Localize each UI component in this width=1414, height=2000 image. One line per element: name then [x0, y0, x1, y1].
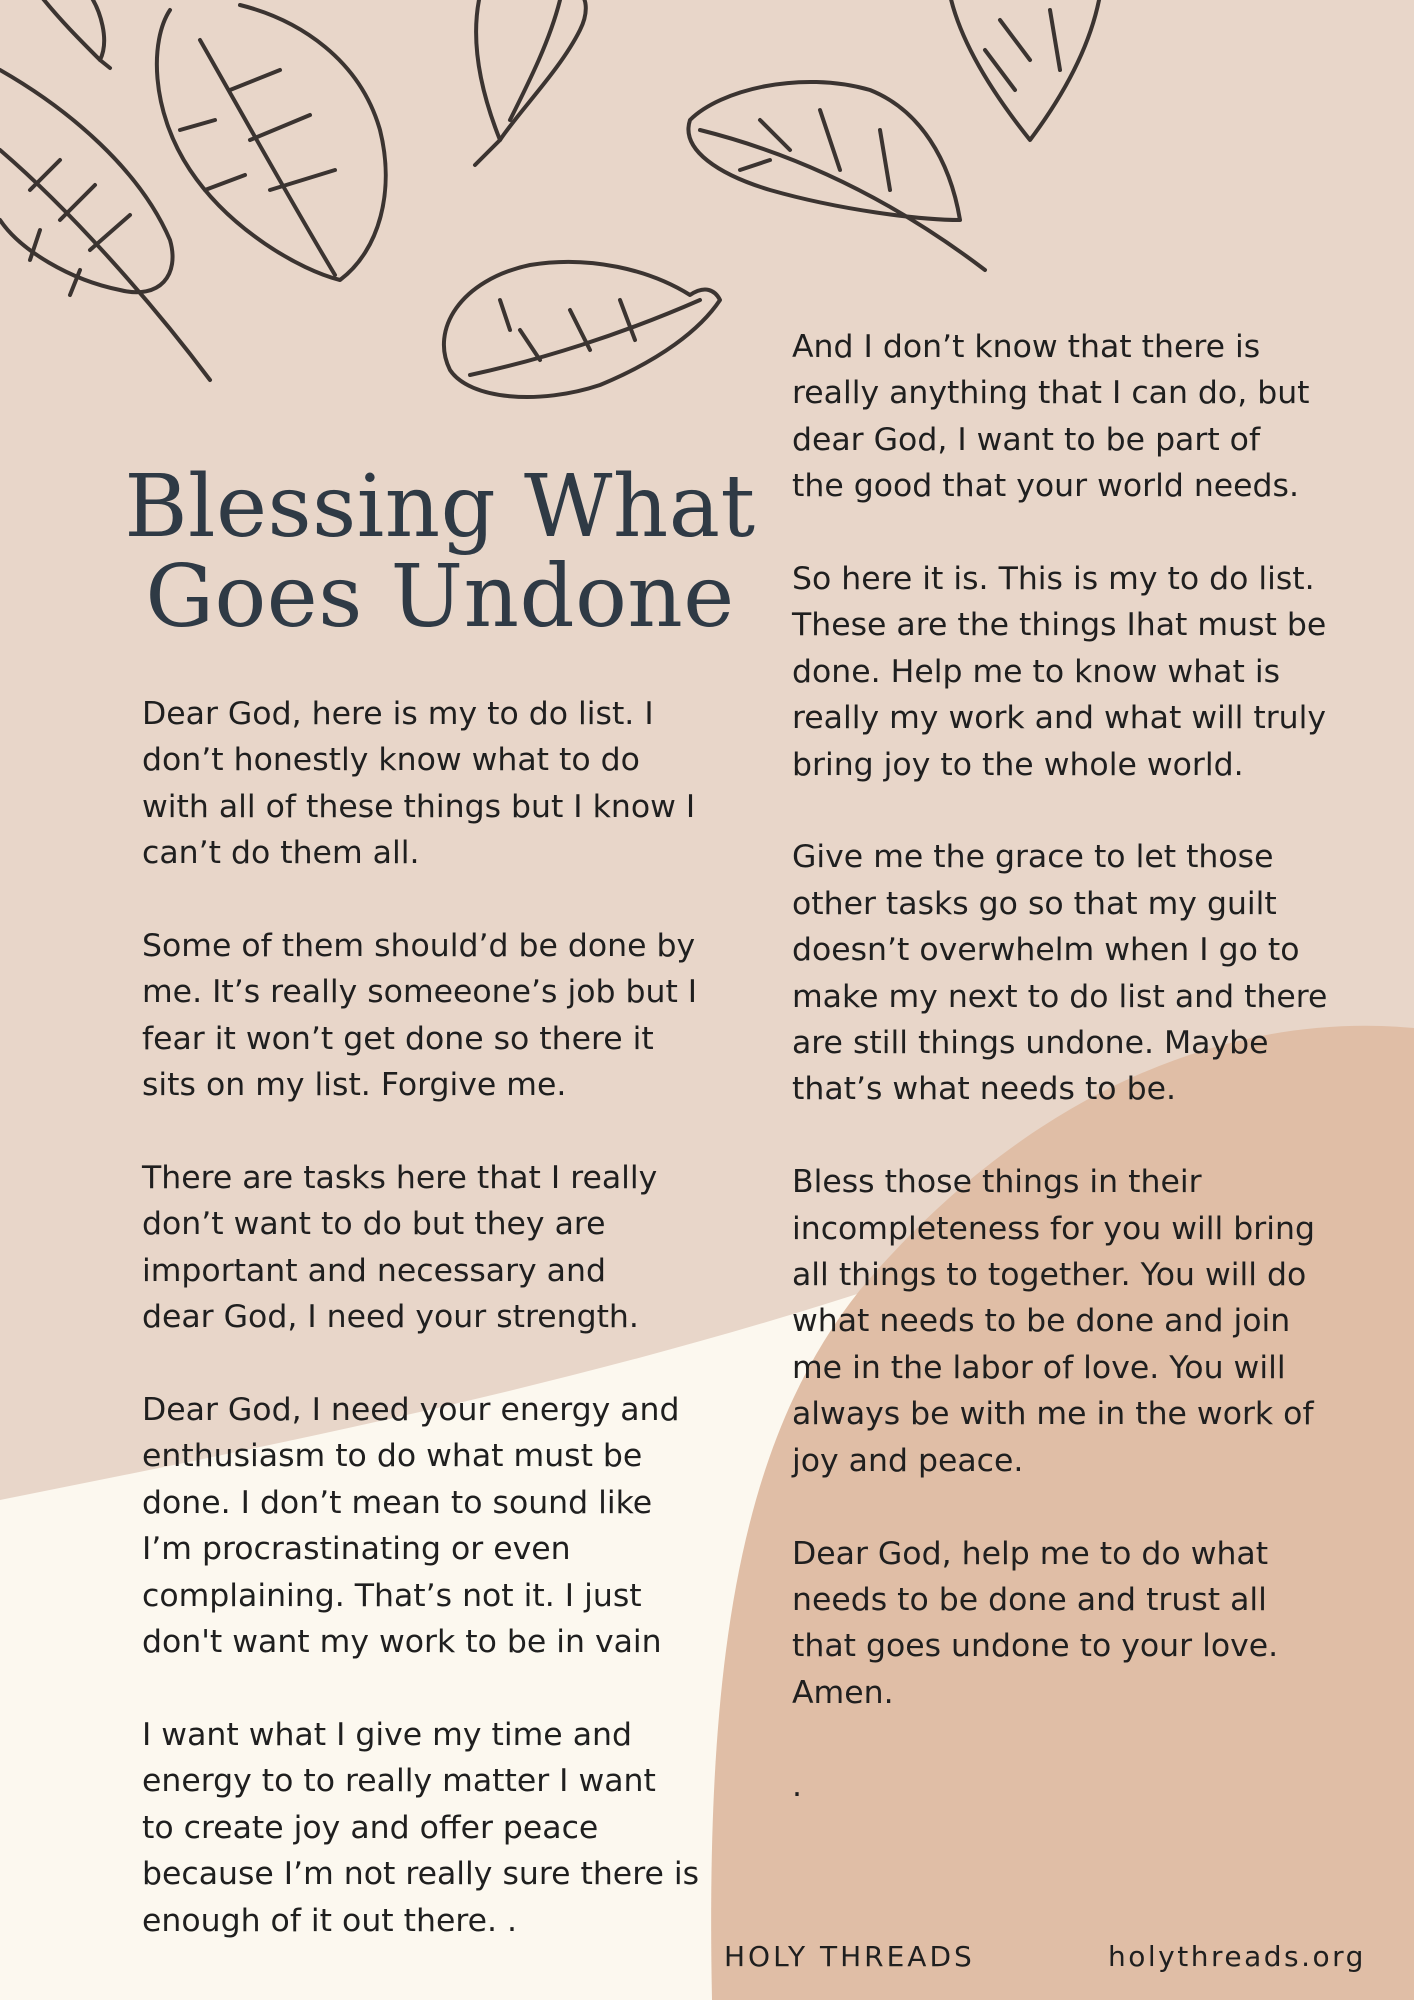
paragraph: I want what I give my time and energy to to really matter I want to create joy and offer peace because I’m not really sure there is enough of it out there. .: [142, 1716, 700, 1939]
right-column: [792, 324, 1352, 1855]
paragraph: There are tasks here that I really don’t want to do but they are important and necessary and dear God, I need your strength.: [142, 1160, 658, 1336]
paragraph: .: [792, 1767, 803, 1804]
paragraph: And I don’t know that there is really anything that I can do, but dear God, I want to be part of the good that your world needs.: [792, 329, 1310, 505]
paragraph: So here it is. This is my to do list. These are the things Ihat must be done. Help me to know what is really my work and what will truly bring joy to the whole world.: [792, 561, 1327, 783]
paragraph: Dear God, here is my to do list. I don’t honestly know what to do with all of these things but I know I can’t do them all.: [142, 696, 696, 872]
paragraph: Give me the grace to let those other tasks go so that my guilt doesn’t overwhelm when I go to make my next to do list and there are still things undone. Maybe that’s what needs to be.: [792, 839, 1328, 1108]
paragraph: Dear God, I need your energy and enthusiasm to do what must be done. I don’t mean to sound like I’m procrastinating or even complaining. That’s not it. I just don't want my work to be in vain: [142, 1392, 680, 1661]
paragraph: Dear God, help me to do what needs to be done and trust all that goes undone to your love. Amen.: [792, 1535, 1279, 1711]
title-line-2: Goes Undone: [145, 547, 735, 647]
paragraph: Some of them should’d be done by me. It’s really someeone’s job but I fear it won’t get done so there it sits on my list. Forgive me.: [142, 928, 698, 1104]
paragraph: Bless those things in their incompleteness for you will bring all things to together. You will do what needs to be done and join me in the labor of love. You will always be with me in the work of joy and peace.: [792, 1164, 1315, 1479]
footer-brand: HOLY THREADS: [724, 1940, 975, 1973]
footer-url[interactable]: holythreads.org: [1108, 1940, 1366, 1973]
title-line-1: Blessing What: [124, 457, 756, 557]
left-column: [142, 691, 732, 1990]
page-title: [120, 457, 760, 647]
